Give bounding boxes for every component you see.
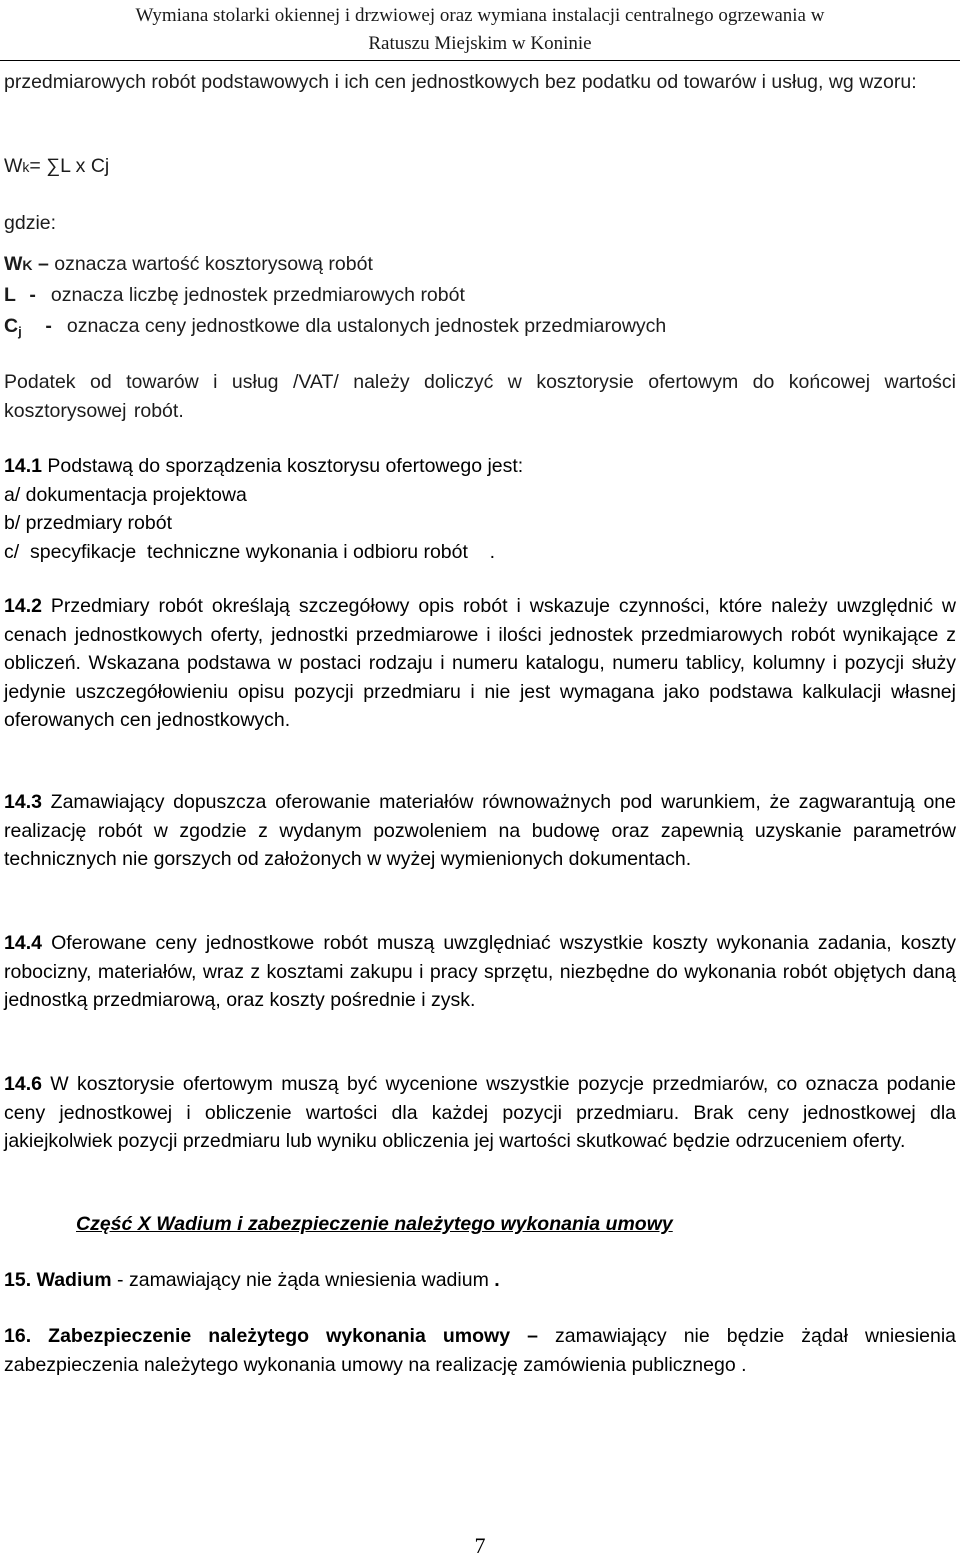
intro-paragraph: przedmiarowych robót podstawowych i ich cen jednostkowych bez podatku od towarów i usług, wg wzoru: [4, 71, 917, 93]
section-16-title: Zabezpieczenie należytego wykonania umowy [48, 1325, 511, 1347]
section-16-dash: – [527, 1325, 538, 1347]
section-14-6-text: W kosztorysie ofertowym muszą być wycenione wszystkie pozycje przedmiarów, co oznacza podanie ceny jednostkowej i obliczenie wartości dla każdej pozycji przedmiaru. Brak ceny jednostkowej dla jakiejkolwiek pozycji przedmiaru lub wyniku obliczenia jej wartości skutkować będzie odrzuceniem oferty. [4, 1073, 956, 1152]
legend-cj-j: j [18, 324, 22, 339]
legend-wk-k: K [22, 257, 33, 273]
legend-l-dash: - [29, 284, 36, 306]
formula-w: W [4, 155, 23, 177]
section-15-number: 15. [4, 1269, 32, 1291]
legend-wk [4, 250, 956, 280]
page-number: 7 [474, 1533, 486, 1558]
part-x-heading: Część X Wadium i zabezpieczenie należytego wykonania umowy [76, 1213, 673, 1235]
section-15 [4, 1266, 956, 1295]
legend-cj-c: C [4, 315, 19, 337]
legend-l [4, 281, 956, 310]
section-14-1-number: 14.1 [4, 455, 42, 477]
legend-wk-w: W [4, 253, 23, 275]
legend-wk-symbol [4, 253, 33, 275]
formula-k: k [22, 159, 30, 175]
section-14-6-number: 14.6 [4, 1073, 42, 1095]
legend-wk-text: oznacza wartość kosztorysową robót [54, 253, 373, 275]
section-15-text: - zamawiający nie żąda wniesienia wadium [111, 1269, 489, 1291]
legend-cj-dash: - [45, 315, 52, 337]
section-16 [4, 1322, 956, 1379]
section-14-1 [4, 452, 956, 566]
section-14-3 [4, 788, 956, 874]
legend-cj-text: oznacza ceny jednostkowe dla ustalonych jednostek przedmiarowych [66, 315, 667, 337]
legend-cj [4, 312, 956, 347]
legend-wk-dash: – [37, 253, 49, 275]
header-divider [0, 60, 960, 61]
gdzie-label: gdzie: [4, 212, 57, 234]
section-15-title: Wadium [36, 1269, 112, 1291]
formula-rest: = ∑L x Cj [29, 155, 110, 177]
page-header [0, 2, 960, 58]
section-14-3-text: Zamawiający dopuszcza oferowanie materiałów równoważnych pod warunkiem, że zagwarantują one realizację robót w zgodzie z wydanym pozwoleniem na budowę oraz zapewnią uzyskanie parametrów technicznych nie gorszych od założonych w wyżej wymienionych dokumentach. [4, 791, 956, 870]
section-14-2-number: 14.2 [4, 595, 42, 617]
section-14-1-item-a: a/ dokumentacja projektowa [4, 483, 247, 506]
header-line-1: Wymiana stolarki okiennej i drzwiowej oraz wymiana instalacji centralnego ogrzewania w [135, 5, 825, 26]
section-14-4-text: Oferowane ceny jednostkowe robót muszą uwzględniać wszystkie koszty wykonania zadania, koszty robocizny, materiałów, wraz z kosztami zakupu i pracy sprzętu, niezbędne do wykonania robót objętych daną jednostką przedmiarową, oraz koszty pośrednie i zysk. [4, 932, 957, 1011]
section-14-6 [4, 1070, 956, 1156]
vat-paragraph: Podatek od towarów i usług /VAT/ należy doliczyć w kosztorysie ofertowym do końcowej wartości kosztorysowej robót. [4, 371, 956, 422]
section-15-end: . [494, 1269, 500, 1291]
section-14-4-number: 14.4 [4, 932, 42, 954]
legend-l-text: oznacza liczbę jednostek przedmiarowych robót [50, 284, 465, 306]
section-14-2-text: Przedmiary robót określają szczegółowy opis robót i wskazuje czynności, które należy uwzględnić w cenach jednostkowych oferty, jednostki przedmiarowe i ilości jednostek przedmiarowych robót wynikające z obliczeń. Wskazana podstawa w postaci rodzaju i numeru katalogu, numeru tablicy, kolumny i pozycji służy jedynie uszczegółowieniu opisu pozycji przedmiaru i nie jest wymagana jako podstawa kalkulacji własnej oferowanych cen jednostkowych. [4, 595, 956, 731]
section-14-1-item-b: b/ przedmiary robót [4, 512, 172, 534]
section-14-3-number: 14.3 [4, 791, 42, 813]
formula-line [4, 152, 956, 182]
legend-l-symbol: L [4, 284, 16, 306]
section-14-1-item-c: c/ specyfikacje techniczne wykonania i odbioru robót . [4, 540, 496, 563]
legend-cj-symbol [4, 312, 40, 347]
section-16-number: 16. [4, 1325, 32, 1347]
section-14-2 [4, 592, 956, 735]
section-14-1-text: Podstawą do sporządzenia kosztorysu ofertowego jest: [47, 455, 524, 477]
section-14-1-heading [4, 452, 956, 481]
section-14-4 [4, 929, 956, 1015]
header-line-2: Ratuszu Miejskim w Koninie [368, 33, 592, 54]
section-16-text: zamawiający nie będzie żądał wniesienia zabezpieczenia należytego wykonania umowy na realizację zamówienia publicznego . [4, 1325, 957, 1376]
